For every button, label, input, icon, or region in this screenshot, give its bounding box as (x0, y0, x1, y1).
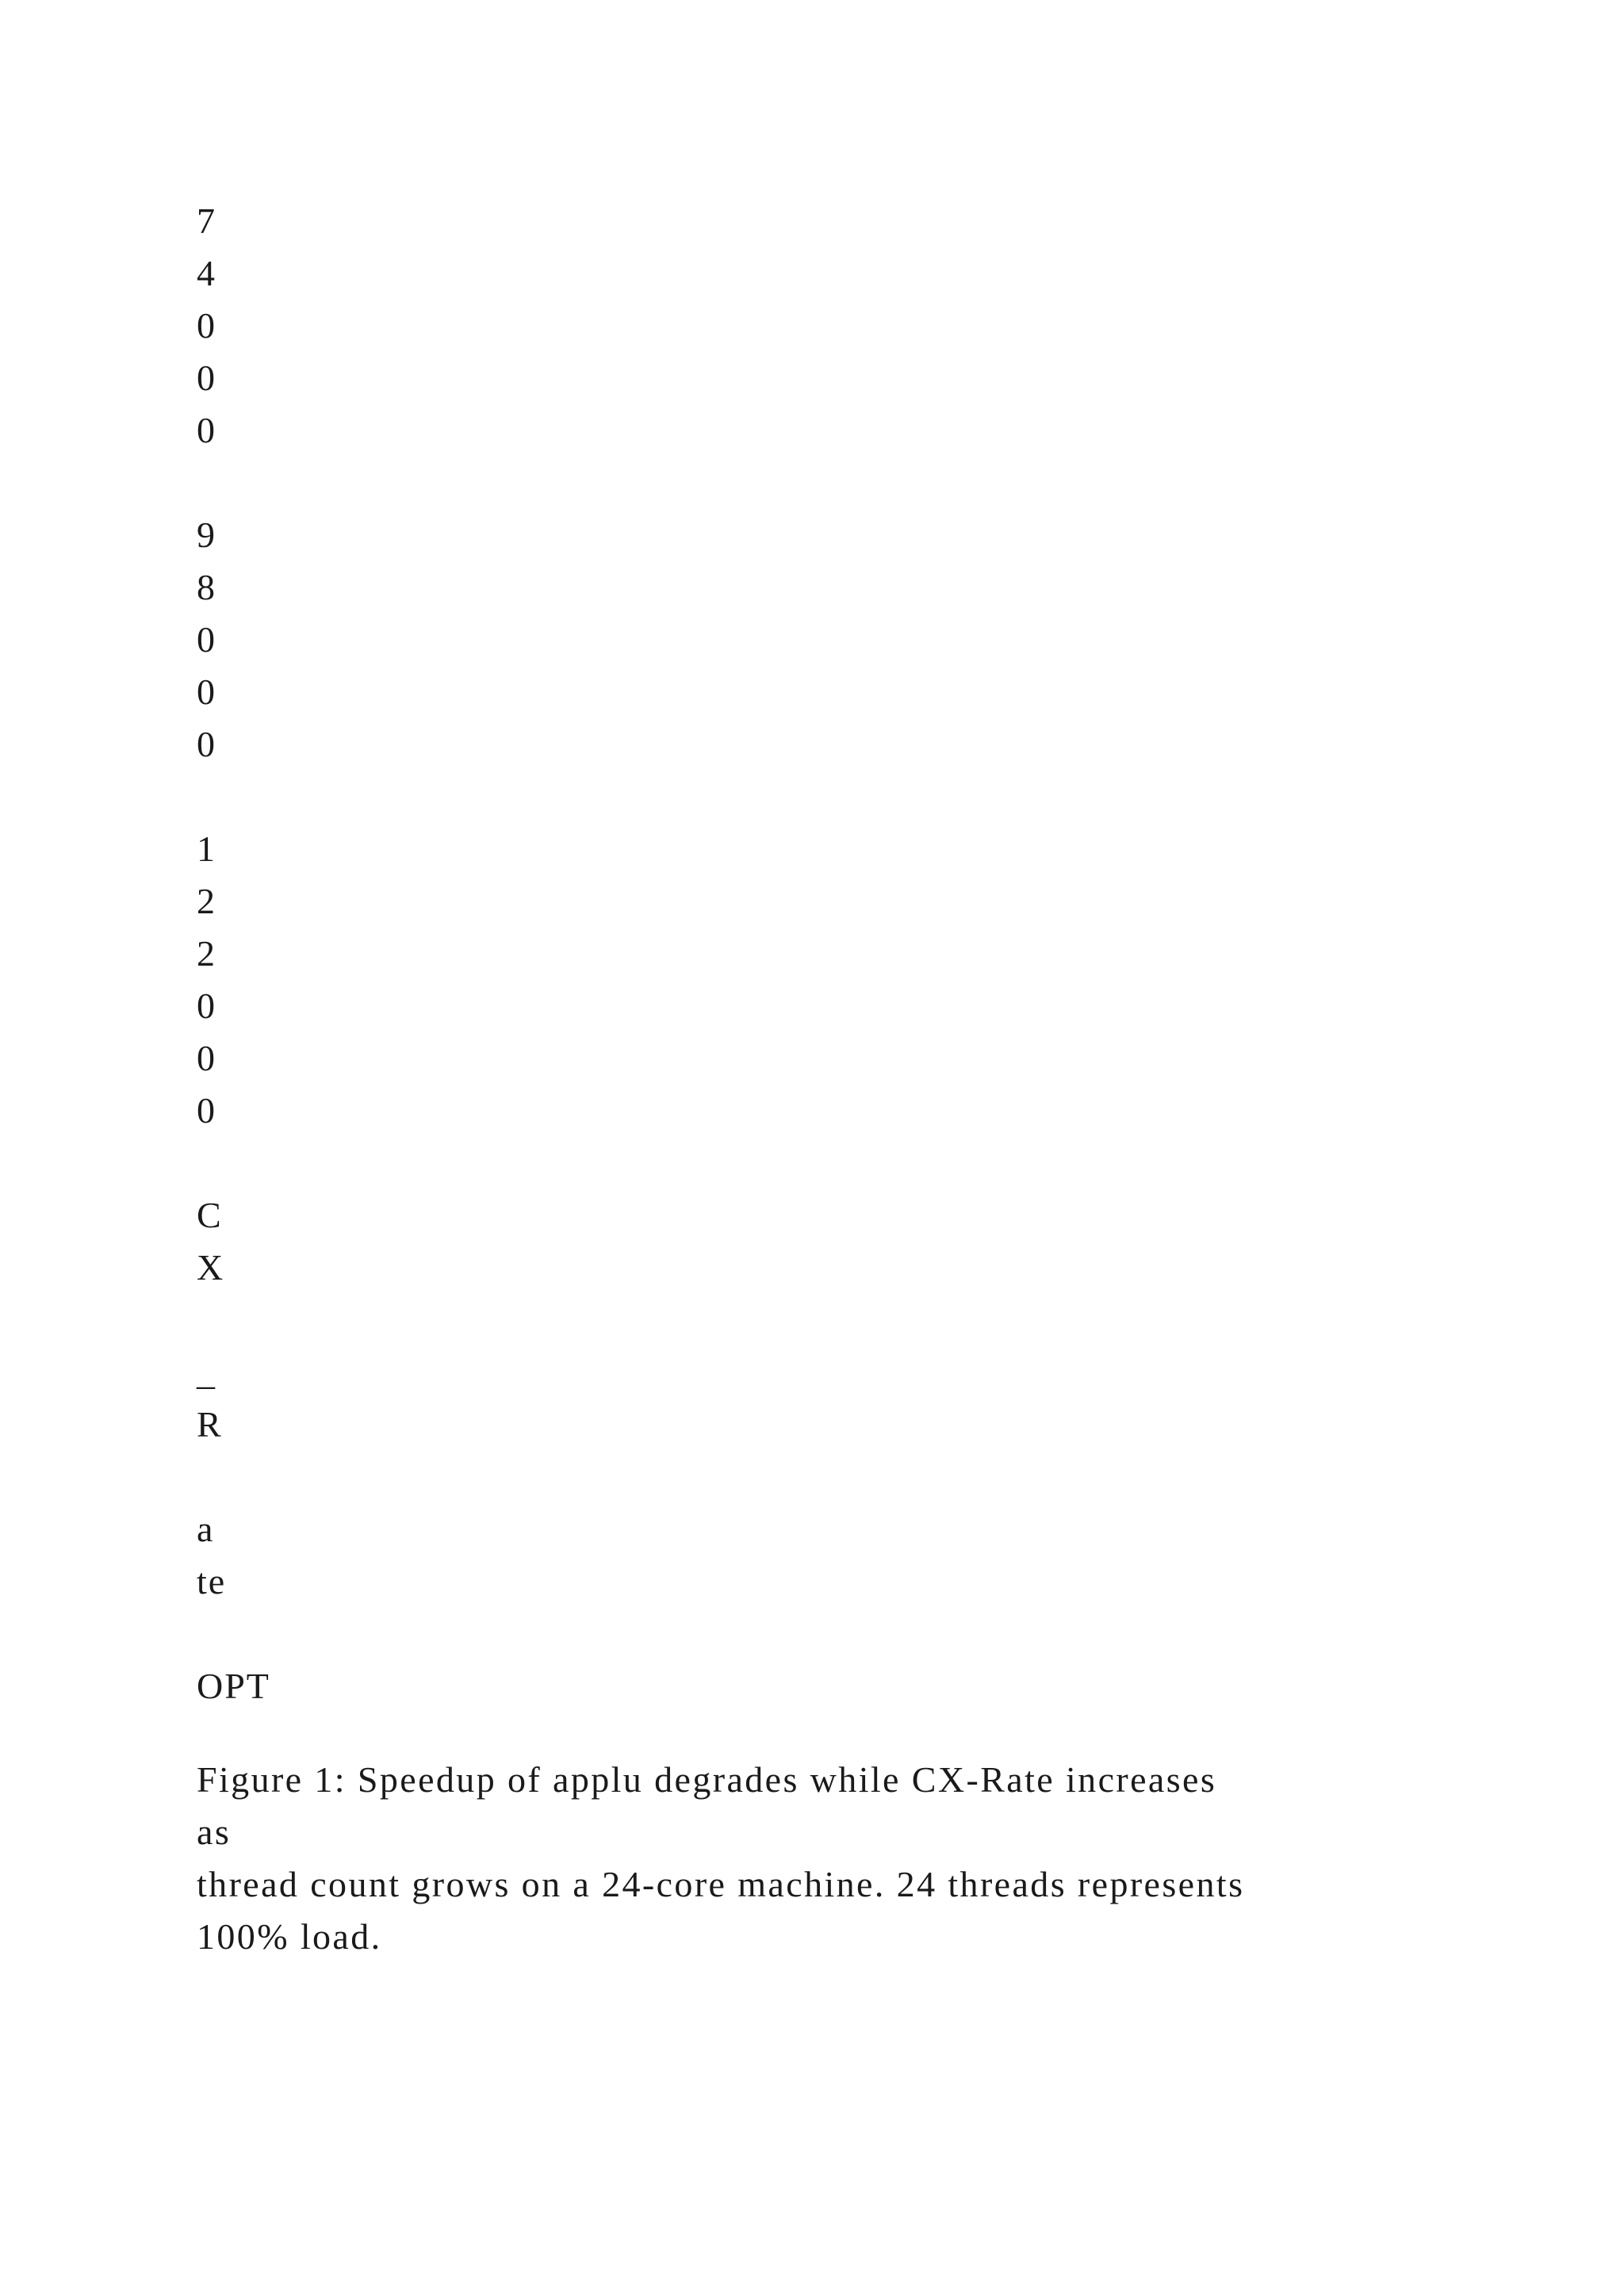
group-spacer (197, 1451, 270, 1503)
figure-caption (197, 1754, 1465, 1963)
group-spacer (197, 771, 270, 823)
vertical-label-char: 0 (197, 672, 216, 712)
vertical-label-char: 0 (197, 1038, 216, 1078)
group-spacer (197, 1137, 270, 1189)
group-spacer (197, 457, 270, 509)
vertical-label-char: X (197, 1247, 225, 1288)
vertical-label-char: 0 (197, 985, 216, 1026)
vertical-label-char: a (197, 1509, 215, 1549)
vertical-label-char: R (197, 1404, 223, 1445)
group-spacer (197, 1294, 270, 1346)
vertical-label-char: 1 (197, 828, 216, 869)
vertical-label-char: 2 (197, 933, 216, 974)
caption-line: as (197, 1812, 232, 1852)
group-spacer (197, 1608, 270, 1660)
vertical-label-char: 0 (197, 305, 216, 346)
vertical-label-char: te (197, 1561, 227, 1601)
vertical-label-char: 9 (197, 515, 216, 555)
vertical-label-char: 7 (197, 201, 216, 241)
vertical-label-char: 4 (197, 253, 216, 293)
vertical-label-char: _ (197, 1352, 216, 1392)
vertical-label-char: 8 (197, 567, 216, 607)
vertical-label-char: 0 (197, 410, 216, 450)
caption-line: 100% load. (197, 1916, 382, 1957)
vertical-label-char: OPT (197, 1666, 270, 1706)
vertical-label-char: 0 (197, 724, 216, 764)
vertical-label-char: 0 (197, 1090, 216, 1131)
vertical-label-char: 0 (197, 358, 216, 398)
vertical-label-char: C (197, 1195, 223, 1235)
vertical-label-char: 2 (197, 881, 216, 921)
vertical-label-char: 0 (197, 619, 216, 660)
caption-line: Figure 1: Speedup of applu degrades while CX-Rate increases (197, 1759, 1217, 1800)
caption-line: thread count grows on a 24-core machine. 24 threads represents (197, 1864, 1245, 1904)
vertical-text-column (197, 195, 270, 1712)
